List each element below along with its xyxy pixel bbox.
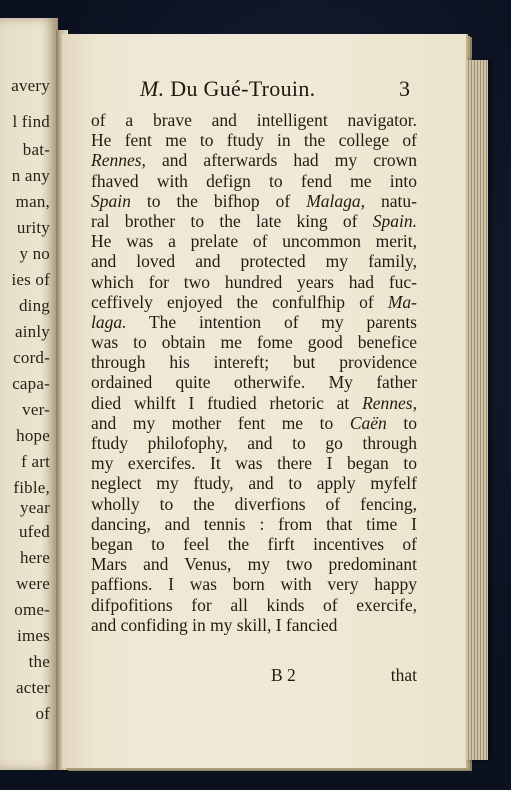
text-line [91, 231, 417, 251]
text-run: paffions. I was born with very happy [91, 574, 417, 595]
text-line [91, 191, 417, 211]
text-line [91, 413, 417, 433]
italic-word: laga. [91, 311, 127, 332]
previous-page-fragment: man, [15, 192, 50, 211]
text-line [91, 453, 417, 473]
previous-page-fragment: cord- [13, 348, 50, 367]
text-line [91, 110, 417, 130]
previous-page-fragment: urity [16, 218, 50, 237]
text-run: Mars and Venus, my two predominant [91, 554, 417, 575]
italic-word: Spain [91, 190, 131, 211]
text-line [91, 312, 417, 332]
text-run: natu- [365, 190, 417, 211]
italic-word: Caën [349, 412, 387, 433]
text-line [91, 473, 417, 493]
previous-page-fragment: ies of [11, 270, 50, 289]
text-run: neglect my ftudy, and to apply myfelf [91, 473, 417, 494]
text-line [91, 534, 417, 554]
text-run: my exercifes. It was there I began to [91, 453, 417, 474]
text-run: and confiding in my skill, I fancied [91, 614, 338, 635]
previous-page-fragment: hope [16, 426, 50, 445]
previous-page-edge [0, 18, 58, 770]
previous-page-fragment: capa- [12, 374, 50, 393]
text-run: ceffively enjoyed the confulfhip of [91, 291, 388, 312]
text-run: and afterwards had my crown [145, 150, 417, 171]
text-line [91, 251, 417, 271]
previous-page-fragment: n any [11, 166, 50, 185]
text-line [91, 433, 417, 453]
previous-page-fragment: fible, [13, 478, 50, 497]
text-line [91, 292, 417, 312]
page-number: 3 [399, 76, 410, 101]
italic-word: Malaga, [306, 190, 366, 211]
signature-mark: B 2 [271, 665, 296, 685]
previous-page-fragment: f art [21, 452, 50, 471]
text-line [91, 130, 417, 150]
previous-page-fragment: ding [18, 296, 50, 315]
page-edges [466, 60, 488, 760]
page-header [140, 76, 410, 102]
previous-page-fragment: y no [19, 244, 50, 263]
previous-page-fragment: were [16, 574, 50, 593]
text-line [91, 332, 417, 352]
catchword: that [390, 665, 417, 685]
text-run: difpofitions for all kinds of exercife, [91, 594, 417, 615]
text-line [91, 595, 417, 615]
text-run: ftudy philofophy, and to go through [91, 433, 417, 453]
running-head [140, 76, 315, 102]
previous-page-fragment: ainly [15, 322, 50, 341]
previous-page-fragment: of [35, 704, 50, 723]
text-run: ral brother to the late king of [91, 210, 373, 231]
previous-page-fragment: ome- [14, 600, 50, 619]
previous-page-fragment: year [19, 498, 50, 517]
text-line [91, 615, 417, 635]
text-run: He fent me to ftudy in the college of [91, 130, 417, 151]
text-line [91, 211, 417, 231]
text-run: to [386, 412, 417, 433]
italic-word: Ma- [387, 291, 417, 312]
text-run: wholly to the diverfions of fencing, [91, 493, 417, 514]
text-run: through his intereft; but providence [91, 352, 417, 373]
running-head-prefix: M. [140, 76, 165, 101]
text-line [91, 393, 417, 413]
text-run: fhaved with defign to fend me into [91, 170, 417, 191]
text-line [91, 554, 417, 574]
text-line [91, 150, 417, 170]
page-footer [91, 665, 417, 687]
previous-page-fragment: avery [11, 76, 50, 95]
text-run: He was a prelate of uncommon merit, [91, 231, 417, 252]
text-run: dancing, and tennis : from that time I [91, 513, 417, 534]
text-line [91, 171, 417, 191]
italic-word: Rennes, [362, 392, 417, 413]
text-line [91, 352, 417, 372]
text-run: to the bifhop of [130, 190, 307, 211]
previous-page-fragment: ver- [22, 400, 50, 419]
text-line [91, 372, 417, 392]
text-run: ordained quite otherwife. My father [91, 372, 417, 393]
previous-page-fragment: here [19, 548, 50, 567]
italic-word: Spain. [372, 210, 417, 231]
body-text [91, 110, 417, 635]
text-run: The intention of my parents [126, 311, 417, 332]
previous-page-fragment: ufed [18, 522, 50, 541]
text-line [91, 574, 417, 594]
text-line [91, 272, 417, 292]
previous-page-fragment: l find [12, 112, 50, 131]
previous-page-fragment: the [28, 652, 50, 671]
text-run: began to feel the firft incentives of [91, 533, 417, 554]
text-run: which for two hundred years had fuc- [91, 271, 417, 292]
text-line [91, 514, 417, 534]
text-run: died whilft I ftudied rhetoric at [91, 392, 363, 413]
text-line [91, 494, 417, 514]
previous-page-fragment: acter [15, 678, 50, 697]
text-run: and my mother fent me to [91, 412, 350, 433]
running-head-name: Du Gué-Trouin. [170, 76, 316, 101]
italic-word: Rennes, [91, 150, 146, 171]
previous-page-fragment: imes [17, 626, 50, 645]
previous-page-fragment: bat- [22, 140, 50, 159]
text-run: of a brave and intelligent navigator. [91, 110, 417, 130]
text-run: and loved and protected my family, [91, 251, 417, 272]
text-run: was to obtain me fome good benefice [91, 332, 417, 353]
